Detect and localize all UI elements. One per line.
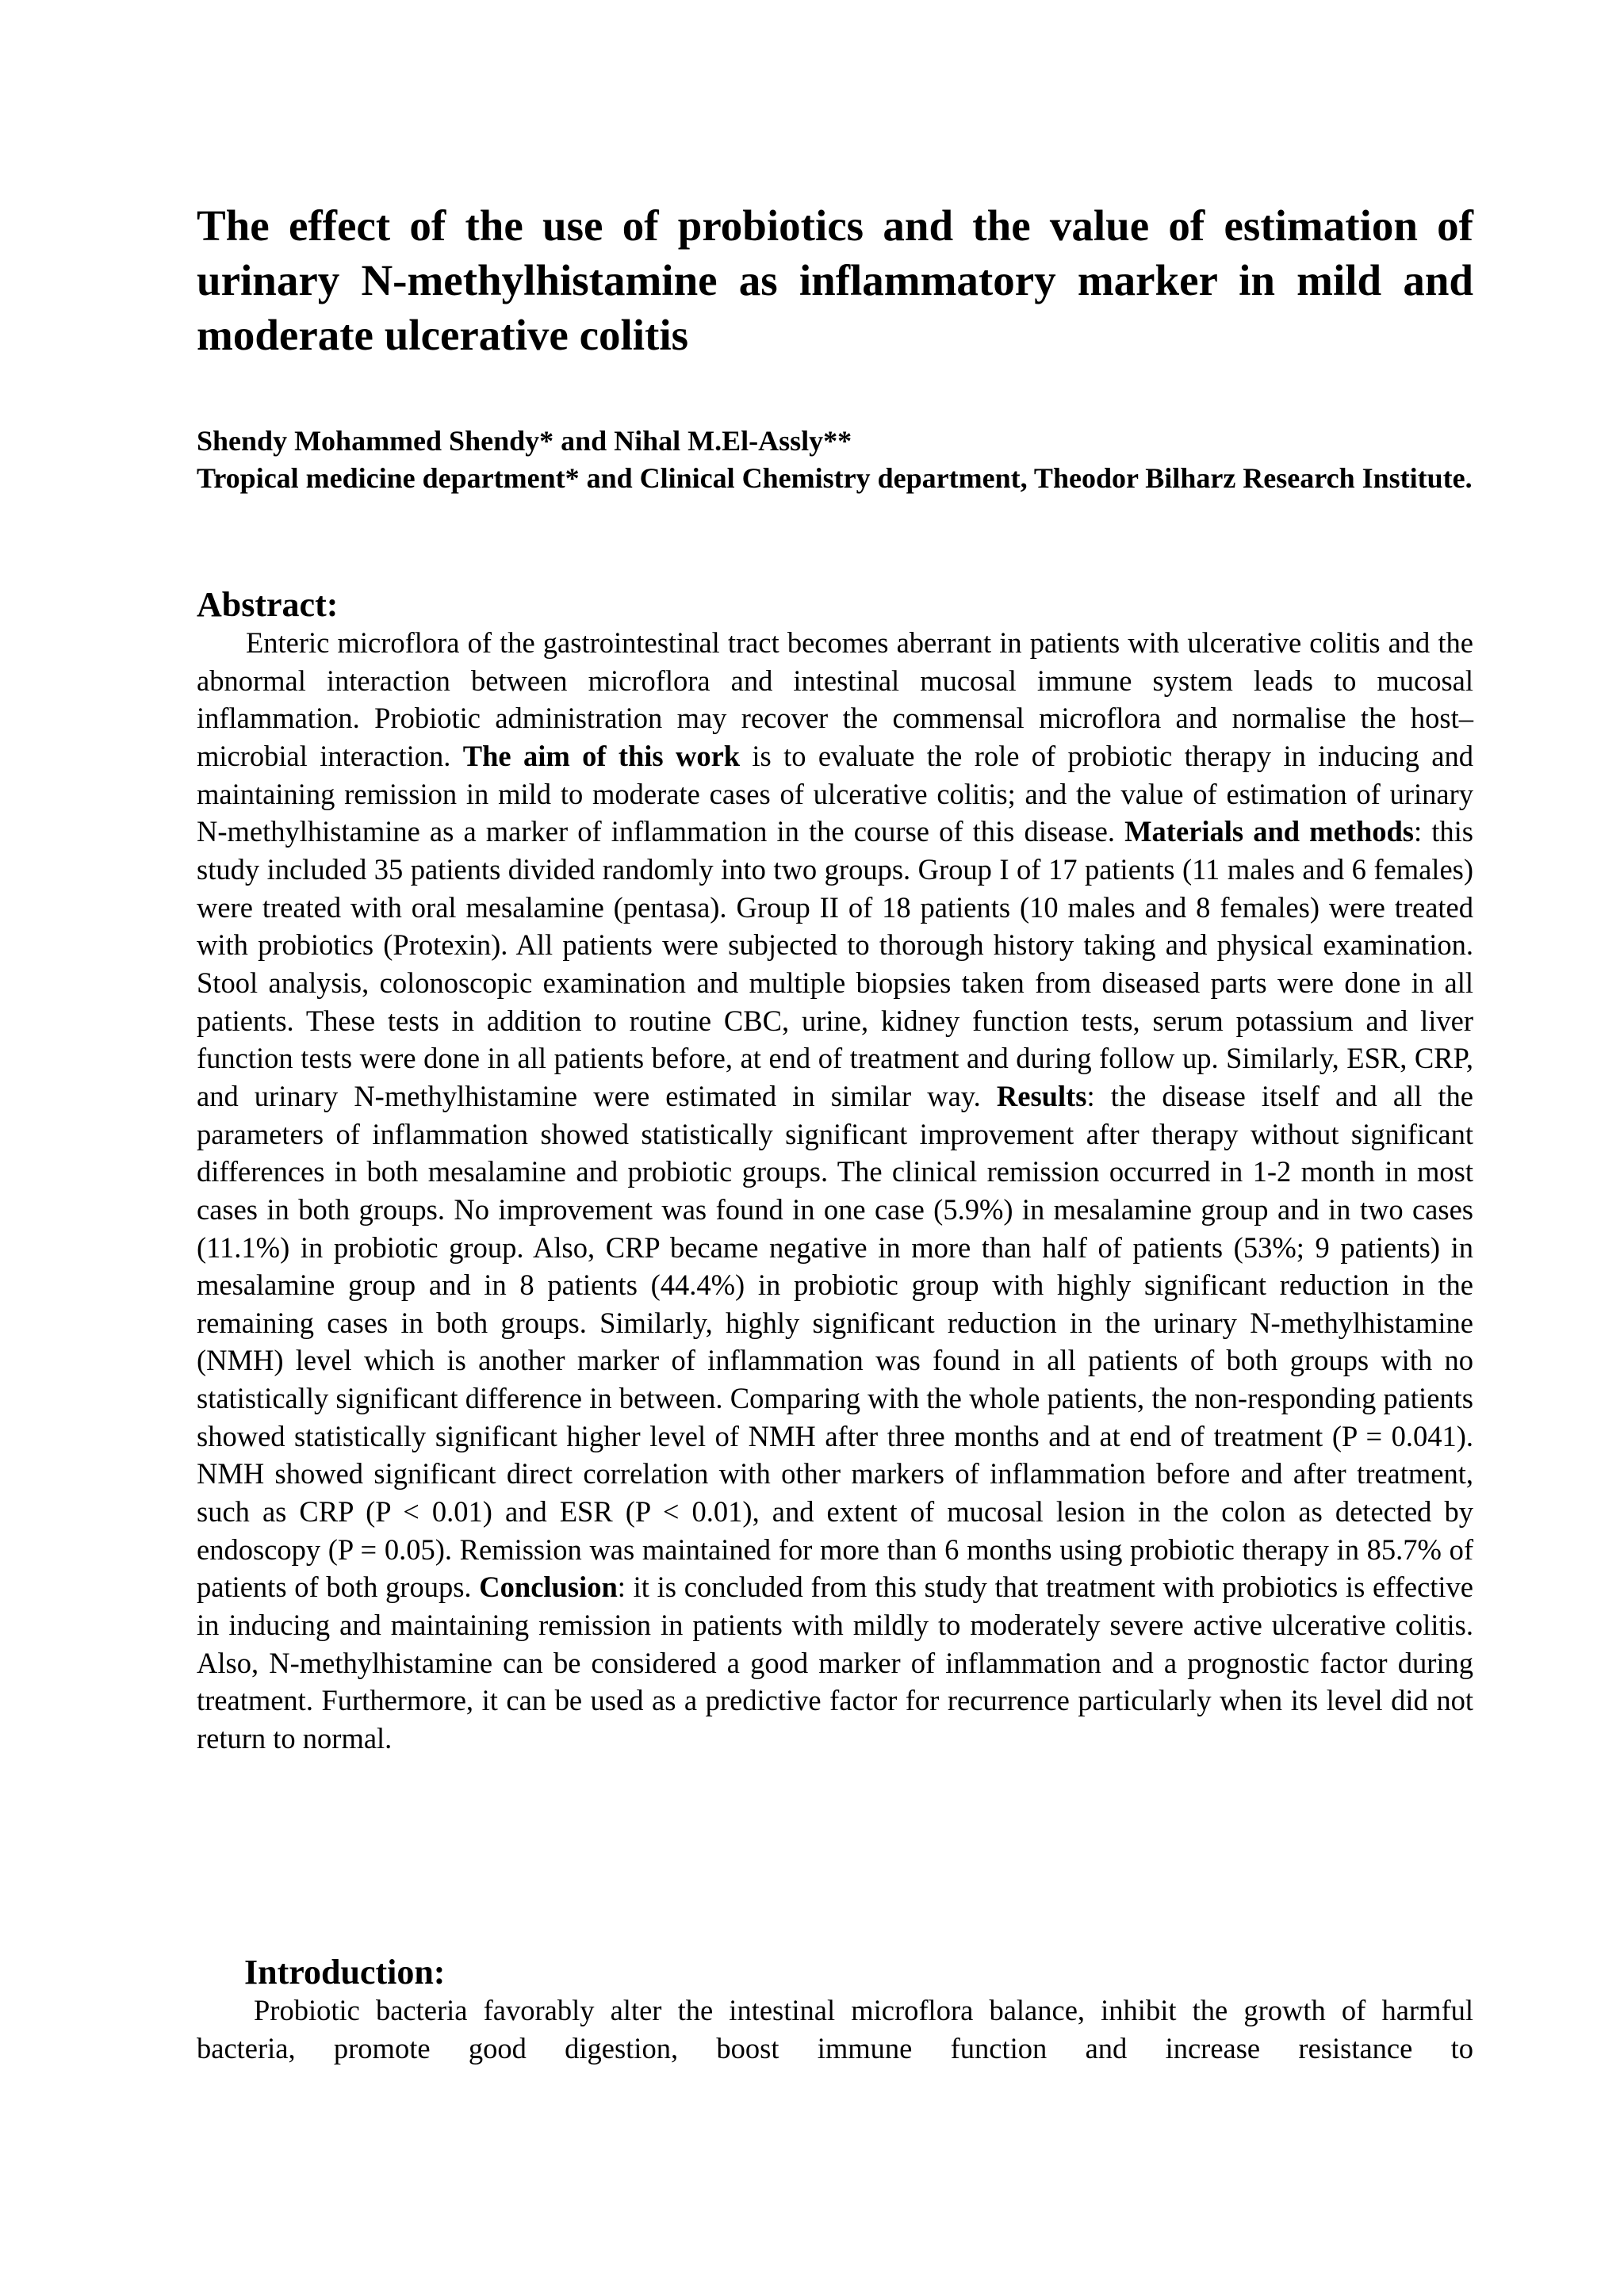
introduction-body: [197, 1992, 1473, 2067]
aim-label: The aim of this work: [462, 739, 741, 772]
abstract-text-part-3: : this study included 35 patients divided randomly into two groups. Group I of 17 patients (11 males and 6 females) were treated with oral mesalamine (pentasa). Group II of 18 patients (10 males and 8 females) were treated with probiotics (Protexin). All patients were subjected to thorough history taking and physical examination. Stool analysis, colonoscopic examination and multiple biopsies taken from diseased parts were done in all patients. These tests in addition to routine CBC, urine, kidney function tests, serum potassium and liver function tests were done in all patients before, at end of treatment and during follow up. Similarly, ESR, CRP, and urinary N-methylhistamine were estimated in similar way.: [197, 815, 1473, 1112]
author-affiliation: Tropical medicine department* and Clinical Chemistry department, Theodor Bilharz Research Institute.: [197, 462, 1473, 494]
introduction-heading: Introduction:: [244, 1953, 446, 1992]
abstract-text-part-1: Enteric microflora of the gastrointestinal tract becomes aberrant in patients with ulcerative colitis and the abnormal interaction between microflora and intestinal mucosal immune system leads to mucosal inflammation. Probiotic administration may recover the commensal microflora and normalise the host–microbial interaction.: [197, 626, 1473, 772]
paper-title: The effect of the use of probiotics and the value of estimation of urinary N-methylhistamine as inflammatory marker in mild and moderate ulcerative colitis: [197, 201, 1473, 359]
introduction-text: Probiotic bacteria favorably alter the intestinal microflora balance, inhibit the growth of harmful bacteria, promote good digestion, boost immune function and increase resistance to: [197, 1994, 1473, 2064]
conclusion-label: Conclusion: [479, 1571, 618, 1604]
abstract-text-part-4: : the disease itself and all the parameters of inflammation showed statistically significant improvement after therapy without significant differences in both mesalamine and probiotic groups. The clinical remission occurred in 1-2 month in most cases in both groups. No improvement was found in one case (5.9%) in mesalamine group and in two cases (11.1%) in probiotic group. Also, CRP became negative in more than half of patients (53%; 9 patients) in mesalamine group and in 8 patients (44.4%) in probiotic group with highly significant reduction in the remaining cases in both groups. Similarly, highly significant reduction in the urinary N-methylhistamine (NMH) level which is another marker of inflammation was found in all patients of both groups with no statistically significant difference in between. Comparing with the whole patients, the non-responding patients showed statistically significant higher level of NMH after three months and at end of treatment (P = 0.041). NMH showed significant direct correlation with other markers of inflammation before and after treatment, such as CRP (P < 0.01) and ESR (P < 0.01), and extent of mucosal lesion in the colon as detected by endoscopy (P = 0.05). Remission was maintained for more than 6 months using probiotic therapy in 85.7% of patients of both groups.: [197, 1079, 1474, 1604]
author-list: Shendy Mohammed Shendy* and Nihal M.El-Assly**: [197, 425, 852, 457]
abstract-text-part-2: is to evaluate the role of probiotic therapy in inducing and maintaining remission in mild to moderate cases of ulcerative colitis; and the value of estimation of urinary N-methylhistamine as a marker of inflammation in the course of this disease.: [197, 739, 1473, 848]
abstract-heading: Abstract:: [197, 585, 339, 624]
methods-label: Materials and methods: [1124, 815, 1414, 848]
results-label: Results: [996, 1079, 1087, 1112]
abstract-body: [197, 624, 1473, 1758]
abstract-text-part-5: : it is concluded from this study that treatment with probiotics is effective in inducing and maintaining remission in patients with mildly to moderately severe active ulcerative colitis. Also, N-methylhistamine can be considered a good marker of inflammation and a prognostic factor during treatment. Furthermore, it can be used as a predictive factor for recurrence particularly when its level did not return to normal.: [197, 1571, 1473, 1755]
